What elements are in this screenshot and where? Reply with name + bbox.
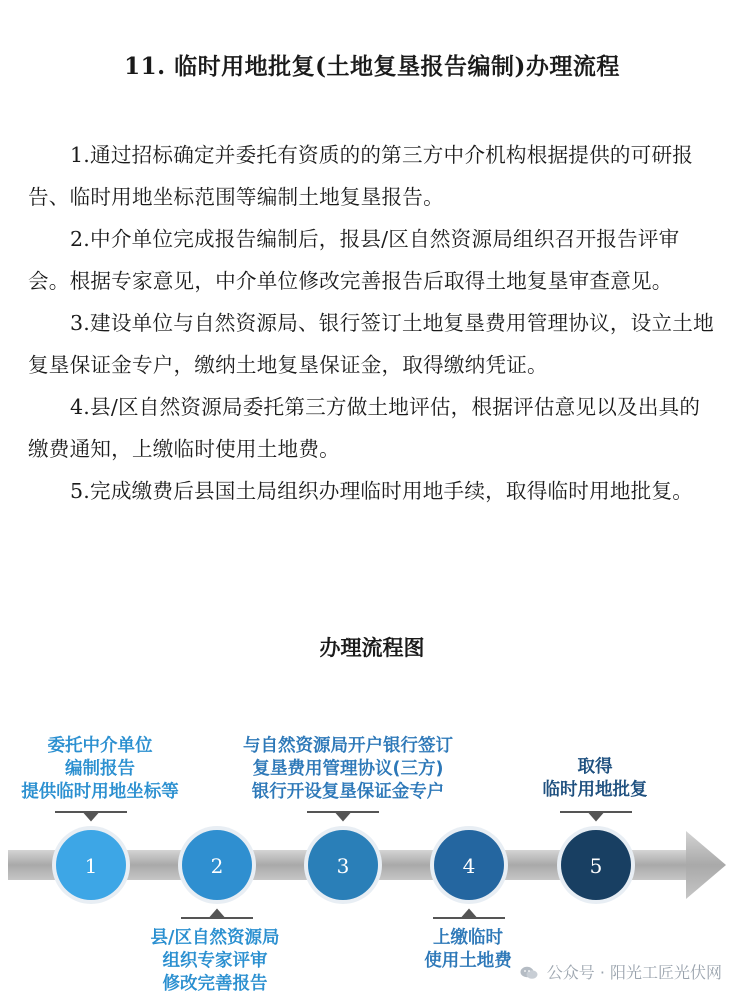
step-2-number: 2 [210, 854, 224, 878]
step-1-number: 1 [84, 854, 98, 878]
page-heading: 11. 临时用地批复(土地复垦报告编制)办理流程 [124, 53, 620, 80]
paragraph-1: 1.通过招标确定并委托有资质的的第三方中介机构根据提供的可研报告、临时用地坐标范围等编制土地复垦报告。 [28, 143, 694, 209]
step-3-pointer [336, 812, 350, 820]
step-1-label: 委托中介单位 编制报告 提供临时用地坐标等 [21, 736, 179, 802]
step-5-label: 取得 临时用地批复 [542, 757, 648, 800]
step-4-label: 上缴临时 使用土地费 [424, 928, 512, 971]
step-2-pointer [210, 910, 224, 918]
step-4-node [430, 826, 508, 904]
wechat-icon [520, 966, 538, 980]
step-3-label: 与自然资源局开户银行签订 复垦费用管理协议(三方) 银行开设复垦保证金专户 [243, 736, 453, 802]
step-5-pointer [589, 812, 603, 820]
step-5-number: 5 [589, 854, 603, 878]
step-4-number: 4 [462, 854, 476, 878]
step-3-node [304, 826, 382, 904]
step-5-node [557, 826, 635, 904]
step-2-node [178, 826, 256, 904]
step-1-pointer [84, 812, 98, 820]
paragraph-2: 2.中介单位完成报告编制后，报县/区自然资源局组织召开报告评审会。根据专家意见，中介单位修改完善报告后取得土地复垦审查意见。 [28, 227, 680, 293]
step-3-number: 3 [336, 854, 350, 878]
paragraph-3: 3.建设单位与自然资源局、银行签订土地复垦费用管理协议，设立土地复垦保证金专户，缴纳土地复垦保证金，取得缴纳凭证。 [28, 311, 714, 377]
step-2-label: 县/区自然资源局 组织专家评审 修改完善报告 [150, 928, 280, 994]
paragraph-4: 4.县/区自然资源局委托第三方做土地评估，根据评估意见以及出具的缴费通知，上缴临时使用土地费。 [28, 395, 701, 461]
watermark-text: 公众号 · 阳光工匠光伏网 [546, 963, 722, 982]
step-1-node [52, 826, 130, 904]
watermark [520, 960, 722, 983]
paragraph-5: 5.完成缴费后县国土局组织办理临时用地手续，取得临时用地批复。 [70, 479, 694, 503]
step-4-pointer [462, 910, 476, 918]
flow-chart-title: 办理流程图 [319, 635, 425, 660]
